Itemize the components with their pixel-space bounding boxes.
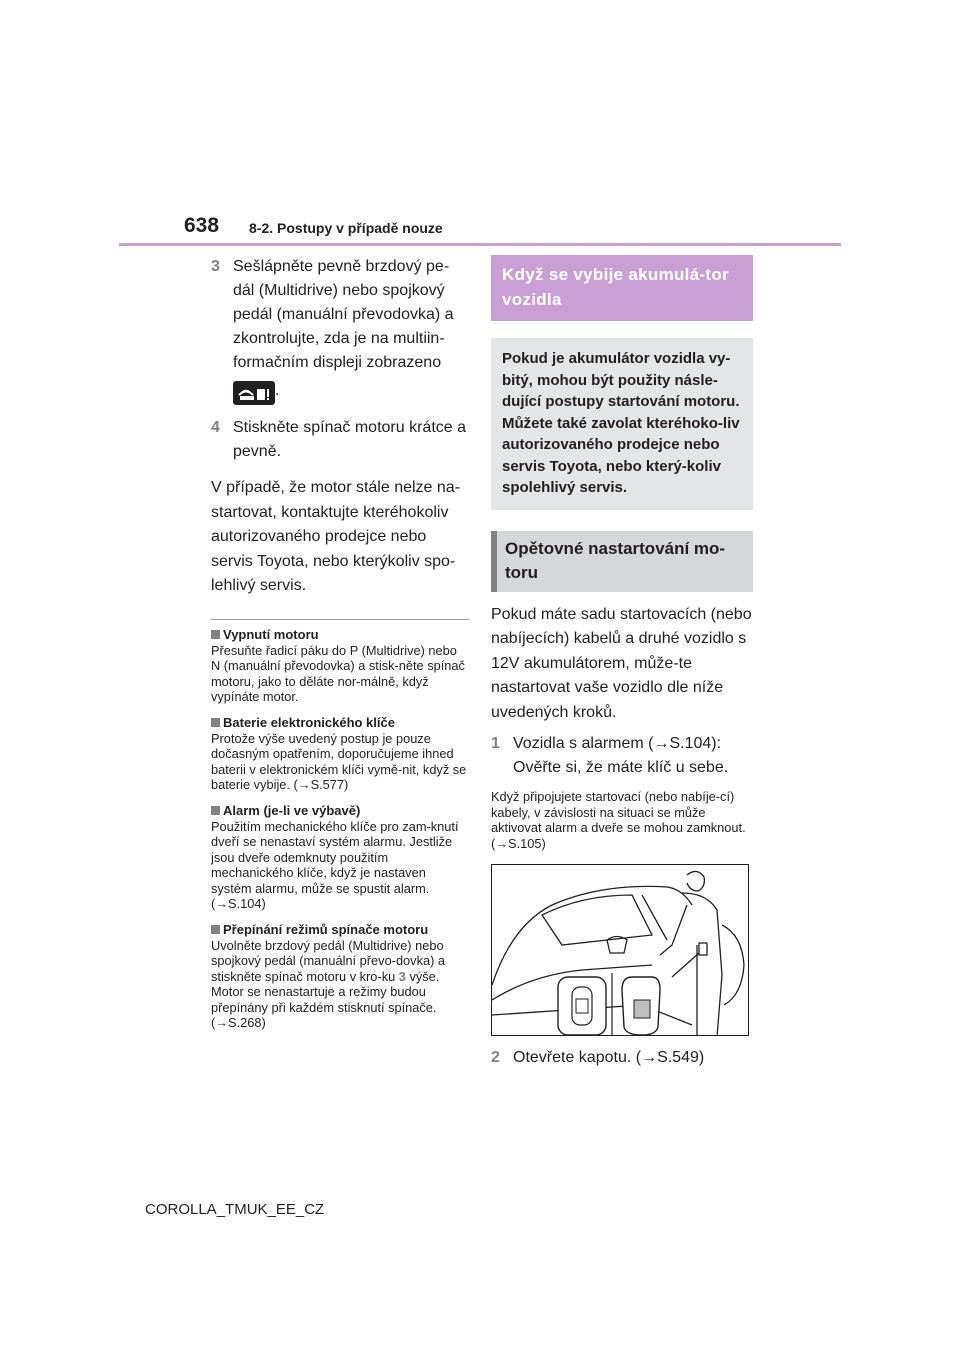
step-2 (491, 1046, 753, 1070)
step-number: 1 (491, 735, 500, 752)
page-number: 638 (184, 214, 220, 237)
left-column (211, 255, 469, 1040)
note-alarm (211, 802, 469, 912)
heading-text: Opětovné nastartování mo-toru (505, 538, 726, 582)
step-1 (491, 732, 753, 780)
step-number: 3 (211, 258, 220, 275)
step-text: Vozidla s alarmem (→S.104): Ověřte si, že máte klíč u sebe. (513, 735, 729, 776)
car-key-illustration (491, 864, 749, 1036)
note-key-battery (211, 714, 469, 793)
step-text: Stiskněte spínač motoru krátce a pevně. (233, 419, 466, 460)
step-reference: 3 (398, 968, 406, 984)
section-title: 8-2. Postupy v případě nouze (249, 220, 443, 236)
bullet-square-icon (211, 630, 220, 639)
section-banner (491, 255, 753, 321)
note-switch-modes (211, 921, 469, 1031)
info-text-2: Můžete také zavolat kteréhoko-liv autorizovaného prodejce nebo servis Toyota, nebo který-koliv spolehlivý servis. (502, 414, 740, 496)
header-divider (119, 243, 841, 246)
note-body: Použitím mechanického klíče pro zam-knutí dveří se nenastaví systém alarmu. Jestliže jsou dveře odemknuty použitím mechanického klíče, když je nastaven systém alarmu, může se spustit alarm. (→S.104) (211, 818, 459, 911)
bullet-square-icon (211, 718, 220, 727)
note-title: Přepínání režimů spínače motoru (211, 921, 469, 938)
step-4 (211, 416, 469, 464)
step-number: 2 (491, 1049, 500, 1066)
note-title: Baterie elektronického klíče (211, 714, 469, 731)
alarm-note: Když připojujete startovací (nebo nabíje-cí) kabely, v závislosti na situaci se může aktivovat alarm a dveře se mohou zamknout. (→S.105) (491, 789, 746, 851)
note-body: Uvolněte brzdový pedál (Multidrive) nebo spojkový pedál (manuální převo-dovka) a stiskněte spínač motoru v kro-ku 3 výše. Motor se nenastartuje a režimy budou přepínány při každém stisknutí spínače. (→S.268) (211, 937, 446, 1030)
note-engine-off (211, 626, 469, 705)
right-column (491, 255, 753, 1070)
note-title: Vypnutí motoru (211, 626, 469, 643)
icon-period: . (275, 382, 280, 400)
contact-dealer-paragraph: V případě, že motor stále nelze na-startovat, kontaktujte kteréhokoliv autorizovaného prodejce nebo servis Toyota, nebo kterýkoliv spo-lehlivý servis. (211, 479, 461, 594)
jump-start-paragraph: Pokud máte sadu startovacích (nebo nabíjecích) kabelů a druhé vozidlo s 12V akumulátorem, může-te nastartovat vaše vozidlo dle níže uvedených kroků. (491, 605, 752, 721)
step-number: 4 (211, 419, 220, 436)
bullet-square-icon (211, 806, 220, 815)
step-3 (211, 255, 469, 405)
subsection-heading (491, 531, 753, 592)
note-body: Přesuňte řadicí páku do P (Multidrive) nebo N (manuální převodovka) a stisk-něte spínač motoru, jako to děláte nor-málně, když vypínáte motor. (211, 642, 465, 704)
info-text-1: Pokud je akumulátor vozidla vy-bitý, mohou být použity násle-dující postupy startování motoru. (502, 350, 740, 410)
document-footer: COROLLA_TMUK_EE_CZ (145, 1201, 325, 1218)
banner-title: Když se vybije akumulá-tor vozidla (502, 265, 729, 309)
notes-divider (211, 619, 469, 620)
info-box (491, 338, 753, 510)
bullet-square-icon (211, 925, 220, 934)
note-title: Alarm (je-li ve výbavě) (211, 802, 469, 819)
step-text: Sešlápněte pevně brzdový pe-dál (Multidrive) nebo spojkový pedál (manuální převodovka) a zkontrolujte, zda je na multiin-formačním displeji zobrazeno (233, 258, 454, 371)
engine-warning-icon (233, 381, 275, 405)
note-body: Protože výše uvedený postup je pouze dočasným opatřením, doporučujeme ihned baterii v elektronickém klíči vymě-nit, když se baterie vybije. (→S.577) (211, 730, 467, 792)
step-text: Otevřete kapotu. (→S.549) (513, 1049, 705, 1066)
